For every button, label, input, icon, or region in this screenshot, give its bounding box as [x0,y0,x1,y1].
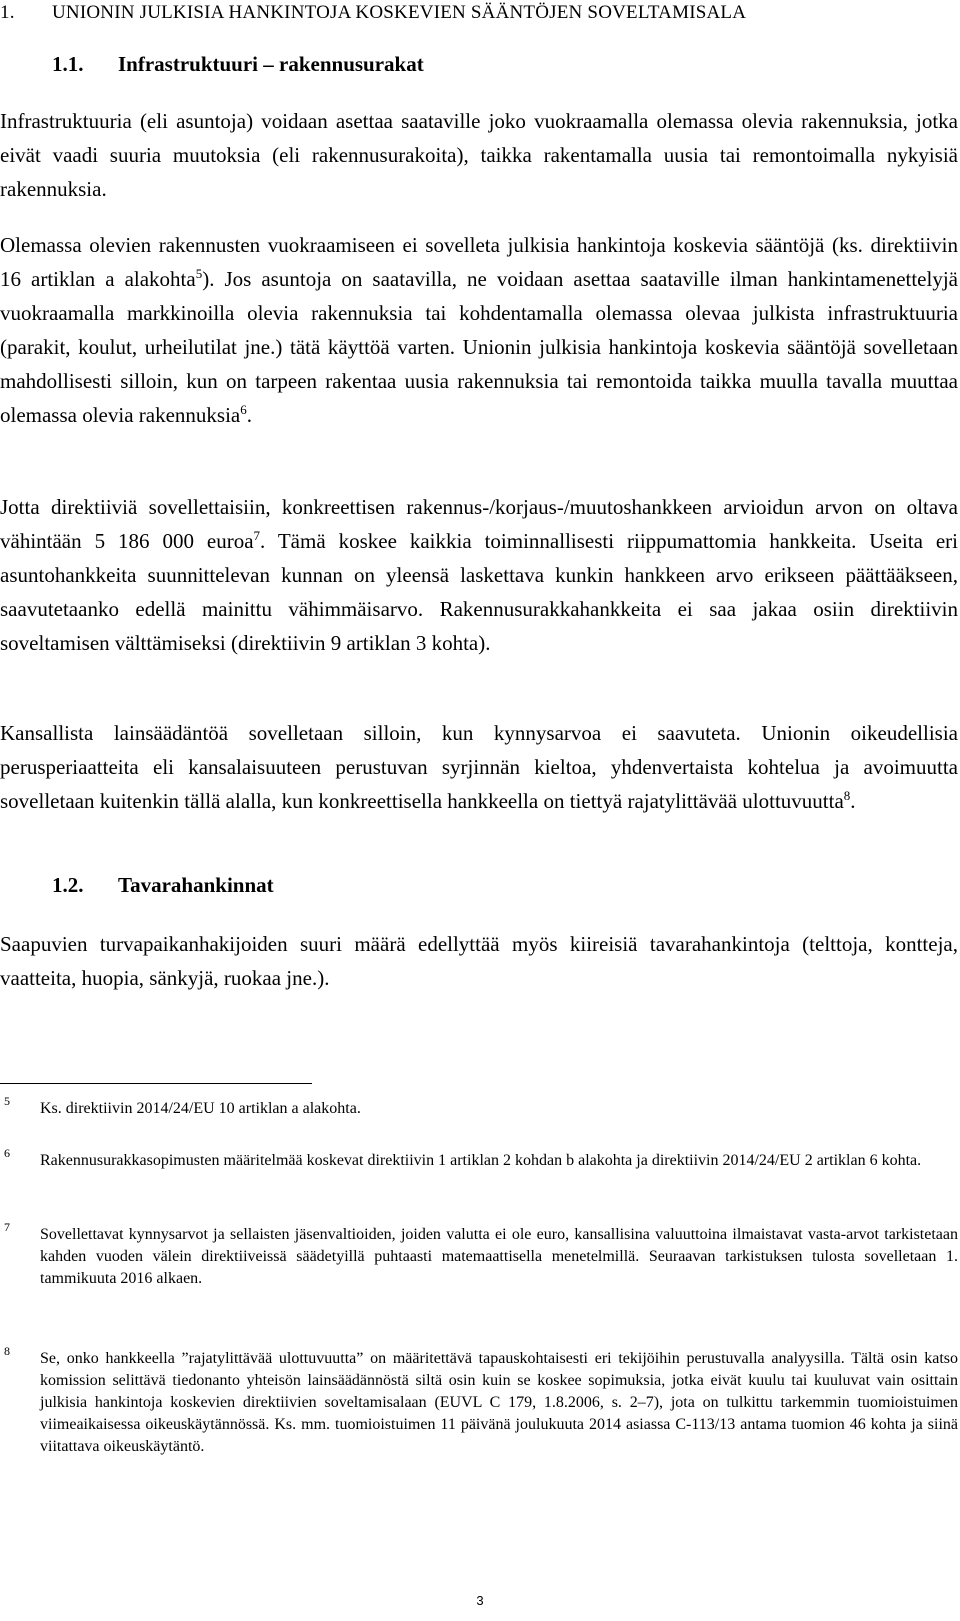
section-heading-1-2 [52,873,274,898]
paragraph-existing-buildings: Olemassa olevien rakennusten vuokraamiseen ei sovelleta julkisia hankintoja koskevia sääntöjä (ks. direktiivin 16 artiklan a alakohta$^5$). Jos asuntoja on saatavilla, ne voidaan asettaa saataville ilman hankintamenettelyjä vuokraamalla markkinoilla olevia rakennuksia tai kohdentamalla olemassa olevaa julkista infrastruktuuria (parakit, koulut, urheilutilat jne.) tätä käyttöä varten. Unionin julkisia hankintoja koskevia sääntöjä sovelletaan mahdollisesti silloin, kun on tarpeen rakentaa uusia rakennuksia tai remontoida taikka muulla tavalla muuttaa olemassa olevia rakennuksia$^6$. [0,233,958,427]
paragraph-infrastructure-intro: Infrastruktuuria (eli asuntoja) voidaan asettaa saataville joko vuokraamalla olemassa olevia rakennuksia, jotka eivät vaadi suuria muutoksia (eli rakennusurakoita), taikka rakentamalla uusia tai remontoimalla nykyisiä rakennuksia. [0,109,958,201]
footnote-number: 8 [4,1344,10,1358]
footnote-7 [0,1220,958,1290]
section-heading-1-1 [52,52,424,77]
chapter-number: 1. [0,2,15,23]
footnote-text: Rakennusurakkasopimusten määritelmää koskevat direktiivin 1 artiklan 2 kohdan b alakohta ja direktiivin 2014/24/EU 2 artiklan 6 kohta. [40,1152,922,1169]
paragraph-threshold-value: Jotta direktiiviä sovellettaisiin, konkreettisen rakennus-/korjaus-/muutoshankkeen arvioidun arvon on oltava vähintään 5 186 000 euroa$^7$. Tämä koskee kaikkia toiminnallisesti riippumattomia hankkeita. Useita eri asuntohankkeita suunnittelevan kunnan on yleensä laskettava kunkin hankkeen arvo erikseen päättääkseen, saavutetaanko edellä mainittu vähimmäisarvo. Rakennusurakkahankkeita ei saa jakaa osiin direktiivin soveltamisen välttämiseksi (direktiivin 9 artiklan 3 kohta). [0,495,958,655]
paragraph-goods-procurement: Saapuvien turvapaikanhakijoiden suuri määrä edellyttää myös kiireisiä tavarahankintoja (telttoja, kontteja, vaatteita, huopia, sänkyjä, ruokaa jne.). [0,932,958,990]
footnote-number: 6 [4,1146,10,1160]
chapter-title: UNIONIN JULKISIA HANKINTOJA KOSKEVIEN SÄÄNTÖJEN SOVELTAMISALA [52,2,747,23]
footnote-text: Sovellettavat kynnysarvot ja sellaisten jäsenvaltioiden, joiden valutta ei ole euro, kansallisina valuuttoina ilmaistavat vasta-arvot tarkistetaan kahden vuoden välein direktiiveissä säädetyillä puhtaasti matemaattisella menetelmillä. Seuraavan tarkistuksen tulosta sovelletaan 1. tammikuuta 2016 alkaen. [40,1226,958,1287]
footnote-separator [0,1083,312,1084]
chapter-heading [0,2,746,24]
footnote-ref-7[interactable]: 7 [253,528,261,543]
footnote-text: Se, onko hankkeella ”rajatylittävää ulottuvuutta” on määritettävä tapauskohtaisesti eri tekijöihin perustuvalla analyysilla. Tältä osin katso komission selittävä tiedonanto yhteisön lainsäädännöstä siltä osin kuin se koskee sopimuksia, jotka eivät kuulu tai kuuluvat vain osittain julkisia hankintoja koskevien direktiivien soveltamisalaan (EUVL C 179, 1.8.2006, s. 2–7), jota on tulkittu tarkemmin tuomioistuimen viimeaikaisessa oikeuskäytännössä. Ks. mm. tuomioistuimen 11 päivänä joulukuuta 2014 asiassa C-113/13 antama tuomion 46 kohta ja siinä viitattava oikeuskäytäntö. [40,1350,958,1455]
footnote-ref-8[interactable]: 8 [843,788,851,803]
section-number: 1.1. [52,52,84,76]
page-number: 3 [476,1593,484,1608]
section-title: Tavarahankinnat [118,873,274,897]
footnote-text: Ks. direktiivin 2014/24/EU 10 artiklan a alakohta. [40,1100,361,1117]
footnote-number: 5 [4,1094,10,1108]
footnote-5 [0,1094,958,1120]
footnote-8 [0,1344,958,1458]
section-number: 1.2. [52,873,84,897]
footnote-number: 7 [4,1220,10,1234]
section-title: Infrastruktuuri – rakennusurakat [118,52,424,76]
footnote-ref-6[interactable]: 6 [240,402,247,417]
footnote-6 [0,1146,958,1172]
paragraph-national-legislation: Kansallista lainsäädäntöä sovelletaan silloin, kun kynnysarvoa ei saavuteta. Unionin oikeudellisia perusperiaatteita eli kansalaisuuteen perustuvan syrjinnän kieltoa, yhdenvertaista kohtelua ja avoimuutta sovelletaan kuitenkin tällä alalla, kun konkreettisella hankkeella on tiettyä rajatylittävää ulottuvuutta$^8$. [0,721,958,813]
footnote-ref-5[interactable]: 5 [195,266,203,281]
